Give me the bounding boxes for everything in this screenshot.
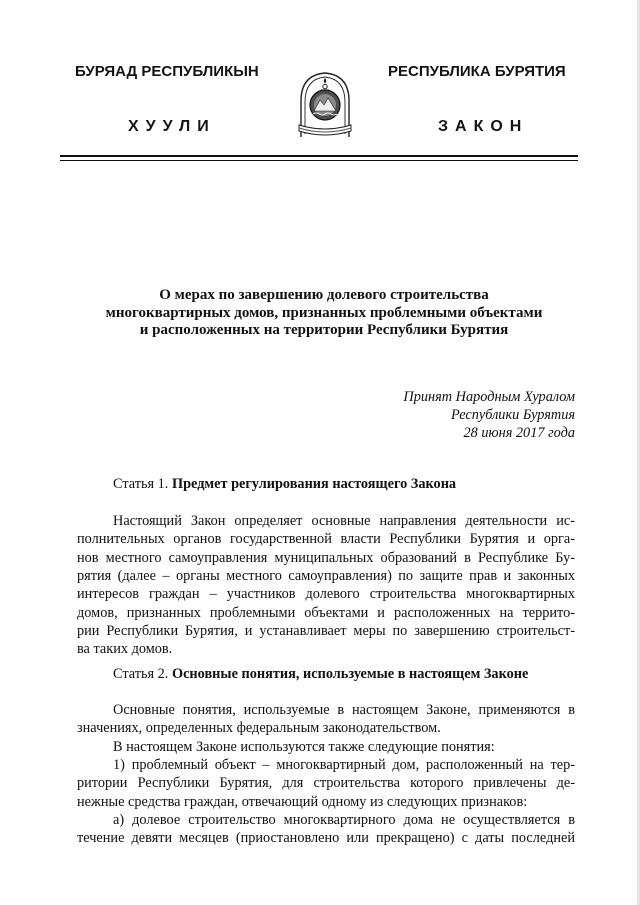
article-2-heading: [113, 665, 528, 683]
paragraph-line: 1) проблемный объект – многоквартирный дом, расположенный на тер-: [113, 757, 575, 774]
adoption-note: [300, 388, 575, 442]
law-title-line: О мерах по завершению долевого строительства: [159, 287, 489, 303]
paragraph-line: интересов граждан – участников долевого строительства многоквартирных: [77, 586, 575, 603]
paragraph-line: Настоящий Закон определяет основные направления деятельности ис-: [113, 513, 575, 529]
paragraph-line: ва таких домов.: [77, 641, 173, 658]
law-title: [66, 287, 582, 340]
article-heading-text: Предмет регулирования настоящего Закона: [171, 476, 457, 492]
header-right-title: РЕСПУБЛИКА БУРЯТИЯ: [388, 63, 566, 80]
paragraph-line: нежные средства граждан, отвечающий одному из следующих признаков:: [77, 793, 528, 810]
article-number: Статья 2.: [113, 666, 169, 682]
paragraph-line: полнительных органов государственной власти Республики Бурятия и орга-: [77, 531, 575, 548]
law-title-line: и расположенных на территории Республики Бурятия: [139, 322, 509, 339]
paragraph-line: рии Республики Бурятия, и устанавливает меры по завершению строительст-: [77, 623, 575, 640]
header-rule-thin: [60, 160, 578, 161]
article-1-body: [77, 512, 575, 659]
paragraph-line: В настоящем Законе используются также следующие понятия:: [113, 738, 495, 755]
paragraph-line: течение девяти месяцев (приостановлено или прекращено) с даты последней: [77, 830, 575, 847]
article-heading-text: Основные понятия, используемые в настоящем Законе: [171, 666, 529, 682]
paragraph-line: Основные понятия, используемые в настоящем Законе, применяются в: [113, 702, 575, 718]
article-number: Статья 1.: [113, 476, 169, 492]
header-rule-thick: [60, 155, 578, 157]
coat-of-arms-icon: [295, 67, 355, 142]
law-title-line: многоквартирных домов, признанных проблемными объектами: [105, 304, 543, 321]
paragraph-line: а) долевое строительство многоквартирного дома не осуществляется в: [113, 812, 575, 829]
paragraph-line: рятия (далее – органы местного самоуправления) по защите прав и законных: [77, 568, 575, 585]
paragraph-line: ритории Республики Бурятия, для строительства которого привлечены де-: [77, 775, 575, 792]
adoption-line: Республики Бурятия: [451, 407, 575, 423]
paragraph-line: нов местного самоуправления муниципальных образований в Республике Бу-: [77, 549, 575, 566]
header-left-doc-type: ХУУЛИ: [128, 118, 216, 135]
header-left-title: БУРЯАД РЕСПУБЛИКЫН: [75, 63, 259, 80]
article-1-heading: [113, 475, 456, 493]
article-2-body: [77, 701, 575, 848]
header-right-doc-type: ЗАКОН: [438, 118, 529, 135]
adoption-date: 28 июня 2017 года: [463, 425, 575, 441]
paragraph-line: домов, признанных проблемными объектами и расположенных на террито-: [77, 604, 575, 621]
adoption-line: Принят Народным Хуралом: [403, 389, 575, 405]
paragraph-line: значениях, определенных федеральным законодательством.: [77, 720, 441, 737]
